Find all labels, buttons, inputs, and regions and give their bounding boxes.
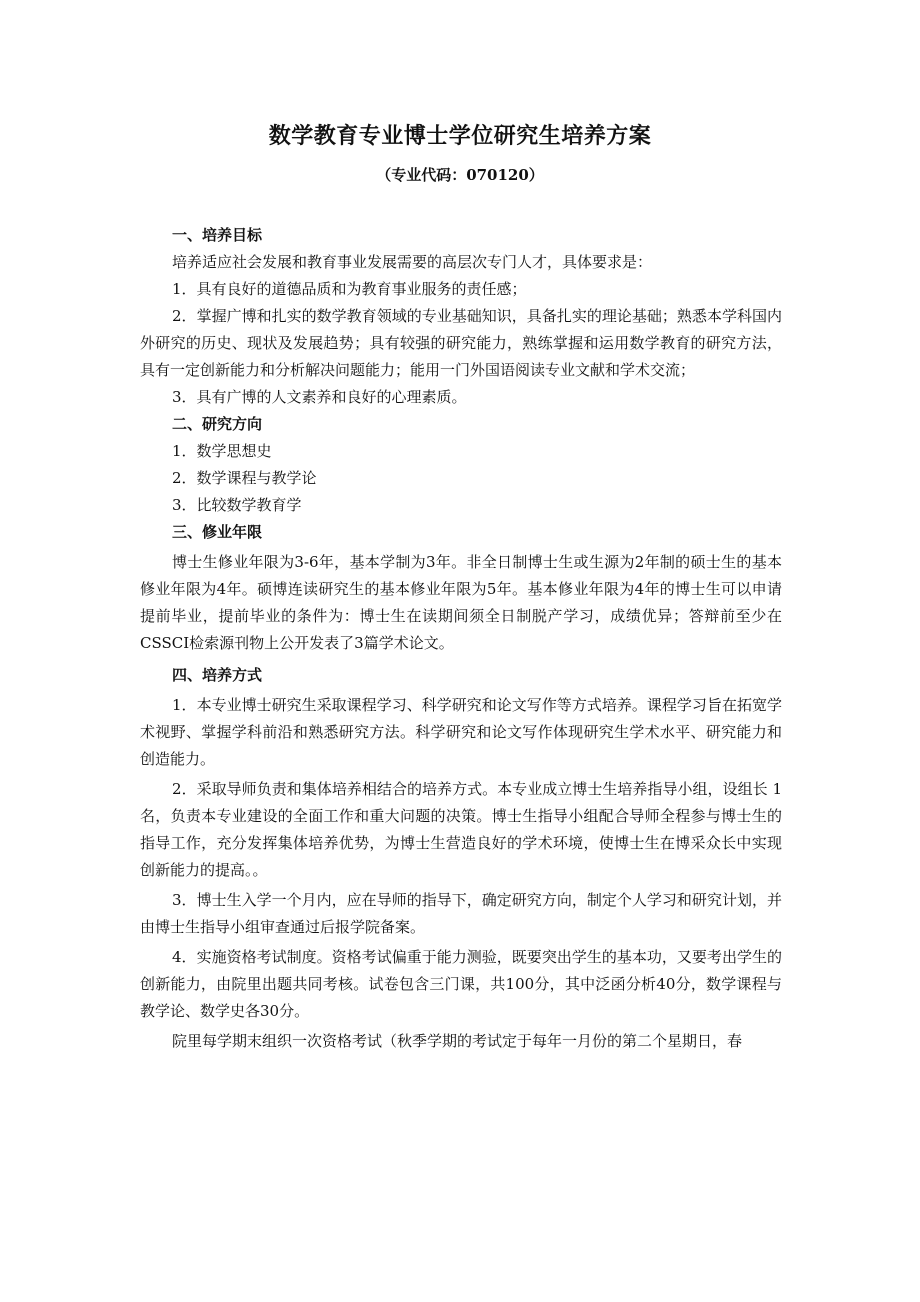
section-heading-directions: 二、研究方向 [172, 415, 263, 433]
direction-item: 1．数学思想史 [172, 442, 272, 460]
section-heading-goals: 一、培养目标 [172, 226, 263, 244]
goals-item: 2．掌握广博和扎实的数学教育领域的专业基础知识，具备扎实的理论基础；熟悉本学科国内外研究的历史、现状及发展趋势；具有较强的研究能力，熟练掌握和运用数学教育的研究方法，具有一定创新能力和分析解决问题能力；能用一门外国语阅读专业文献和学术交流； [140, 307, 782, 379]
direction-item: 3．比较数学教育学 [172, 496, 302, 514]
section-heading-training-methods: 四、培养方式 [172, 666, 263, 684]
goals-intro: 培养适应社会发展和教育事业发展需要的高层次专门人才，具体要求是： [172, 253, 653, 271]
training-paragraph: 4．实施资格考试制度。资格考试偏重于能力测验，既要突出学生的基本功，又要考出学生的创新能力，由院里出题共同考核。试卷包含三门课，共100分，其中泛函分析40分，数学课程与教学论、数学史各30分。 [140, 948, 782, 1020]
document-body [140, 222, 782, 1055]
goals-item: 3．具有广博的人文素养和良好的心理素质。 [172, 388, 467, 406]
goals-item: 1．具有良好的道德品质和为教育事业服务的责任感； [172, 280, 527, 298]
program-code: （专业代码：070120） [376, 166, 544, 184]
training-paragraph: 院里每学期末组织一次资格考试（秋季学期的考试定于每年一月份的第二个星期日，春 [172, 1032, 743, 1050]
training-paragraph: 1．本专业博士研究生采取课程学习、科学研究和论文写作等方式培养。课程学习旨在拓宽学术视野、掌握学科前沿和熟悉研究方法。科学研究和论文写作体现研究生学术水平、研究能力和创造能力。 [140, 696, 782, 768]
training-paragraph: 2．采取导师负责和集体培养相结合的培养方式。本专业成立博士生培养指导小组，设组长 1 名，负责本专业建设的全面工作和重大问题的决策。博士生指导小组配合导师全程参与博士生的指导工作，充分发挥集体培养优势，为博士生营造良好的学术环境，使博士生在博采众长中实现创新能力的提高。。 [140, 780, 782, 879]
document-title: 数学教育专业博士学位研究生培养方案 [268, 123, 652, 149]
training-paragraph: 3．博士生入学一个月内，应在导师的指导下，确定研究方向，制定个人学习和研究计划，并由博士生指导小组审查通过后报学院备案。 [140, 891, 782, 936]
section-heading-duration: 三、修业年限 [172, 523, 263, 541]
duration-paragraph: 博士生修业年限为3-6年，基本学制为3年。非全日制博士生或生源为2年制的硕士生的基本修业年限为4年。硕博连读研究生的基本修业年限为5年。基本修业年限为4年的博士生可以申请提前毕业，提前毕业的条件为：博士生在读期间须全日制脱产学习，成绩优异；答辩前至少在CSSCI检索源刊物上公开发表了3篇学术论文。 [140, 553, 782, 652]
direction-item: 2．数学课程与教学论 [172, 469, 317, 487]
